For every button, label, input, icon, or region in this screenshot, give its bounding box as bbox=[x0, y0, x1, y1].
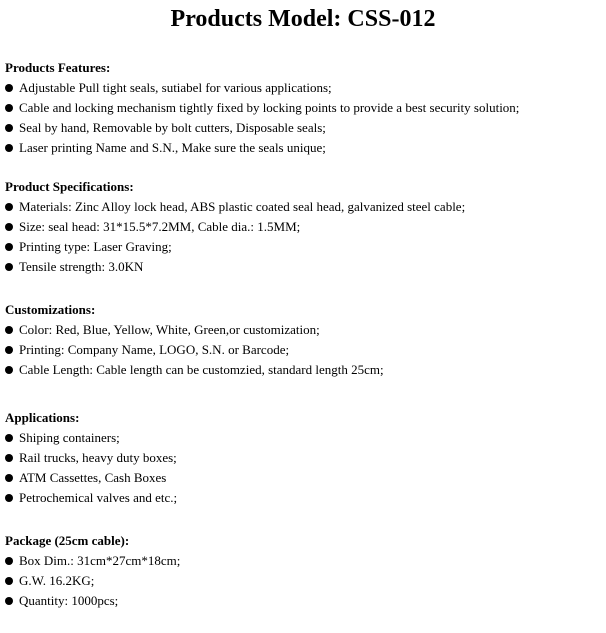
bullet-icon bbox=[5, 263, 13, 271]
list-item bbox=[5, 448, 605, 468]
list-item bbox=[5, 428, 605, 448]
list-item-text: Printing: Company Name, LOGO, S.N. or Barcode; bbox=[19, 342, 290, 357]
list-item bbox=[5, 257, 605, 277]
list-item bbox=[5, 551, 605, 571]
bullet-icon bbox=[5, 557, 13, 565]
section-heading: Applications: bbox=[5, 410, 80, 425]
customizations-list bbox=[5, 320, 605, 380]
list-item bbox=[5, 78, 605, 98]
applications-list bbox=[5, 428, 605, 508]
list-item bbox=[5, 138, 605, 158]
bullet-icon bbox=[5, 144, 13, 152]
list-item bbox=[5, 197, 605, 217]
bullet-icon bbox=[5, 597, 13, 605]
list-item bbox=[5, 237, 605, 257]
bullet-icon bbox=[5, 346, 13, 354]
features-section bbox=[5, 60, 605, 158]
list-item-text: Adjustable Pull tight seals, sutiabel for various applications; bbox=[19, 80, 332, 95]
list-item-text: ATM Cassettes, Cash Boxes bbox=[19, 470, 167, 485]
list-item-text: Tensile strength: 3.0KN bbox=[19, 259, 144, 274]
bullet-icon bbox=[5, 454, 13, 462]
bullet-icon bbox=[5, 577, 13, 585]
bullet-icon bbox=[5, 494, 13, 502]
bullet-icon bbox=[5, 474, 13, 482]
list-item bbox=[5, 340, 605, 360]
list-item-text: Rail trucks, heavy duty boxes; bbox=[19, 450, 177, 465]
list-item-text: Size: seal head: 31*15.5*7.2MM, Cable dia.: 1.5MM; bbox=[19, 219, 301, 234]
features-list bbox=[5, 78, 605, 158]
section-heading: Product Specifications: bbox=[5, 179, 134, 194]
bullet-icon bbox=[5, 223, 13, 231]
list-item bbox=[5, 488, 605, 508]
bullet-icon bbox=[5, 84, 13, 92]
package-list bbox=[5, 551, 605, 611]
list-item-text: G.W. 16.2KG; bbox=[19, 573, 95, 588]
section-heading: Customizations: bbox=[5, 302, 96, 317]
section-heading: Products Features: bbox=[5, 60, 111, 75]
list-item-text: Color: Red, Blue, Yellow, White, Green,or customization; bbox=[19, 322, 320, 337]
list-item-text: Cable Length: Cable length can be customzied, standard length 25cm; bbox=[19, 362, 384, 377]
list-item-text: Laser printing Name and S.N., Make sure the seals unique; bbox=[19, 140, 326, 155]
list-item-text: Quantity: 1000pcs; bbox=[19, 593, 119, 608]
customizations-section bbox=[5, 302, 605, 380]
bullet-icon bbox=[5, 124, 13, 132]
applications-section bbox=[5, 410, 605, 508]
specifications-list bbox=[5, 197, 605, 277]
list-item-text: Shiping containers; bbox=[19, 430, 120, 445]
list-item-text: Seal by hand, Removable by bolt cutters, Disposable seals; bbox=[19, 120, 326, 135]
list-item-text: Box Dim.: 31cm*27cm*18cm; bbox=[19, 553, 181, 568]
list-item-text: Cable and locking mechanism tightly fixed by locking points to provide a best security solution; bbox=[19, 100, 520, 115]
bullet-icon bbox=[5, 203, 13, 211]
bullet-icon bbox=[5, 434, 13, 442]
list-item bbox=[5, 98, 605, 118]
list-item-text: Printing type: Laser Graving; bbox=[19, 239, 172, 254]
page-title: Products Model: CSS-012 bbox=[170, 6, 436, 32]
bullet-icon bbox=[5, 243, 13, 251]
bullet-icon bbox=[5, 366, 13, 374]
specifications-section bbox=[5, 179, 605, 277]
list-item-text: Materials: Zinc Alloy lock head, ABS plastic coated seal head, galvanized steel cable; bbox=[19, 199, 466, 214]
list-item bbox=[5, 571, 605, 591]
list-item bbox=[5, 468, 605, 488]
bullet-icon bbox=[5, 326, 13, 334]
list-item bbox=[5, 591, 605, 611]
list-item bbox=[5, 118, 605, 138]
package-section bbox=[5, 533, 605, 611]
list-item bbox=[5, 360, 605, 380]
list-item bbox=[5, 217, 605, 237]
list-item-text: Petrochemical valves and etc.; bbox=[19, 490, 178, 505]
section-heading: Package (25cm cable): bbox=[5, 533, 130, 548]
bullet-icon bbox=[5, 104, 13, 112]
list-item bbox=[5, 320, 605, 340]
